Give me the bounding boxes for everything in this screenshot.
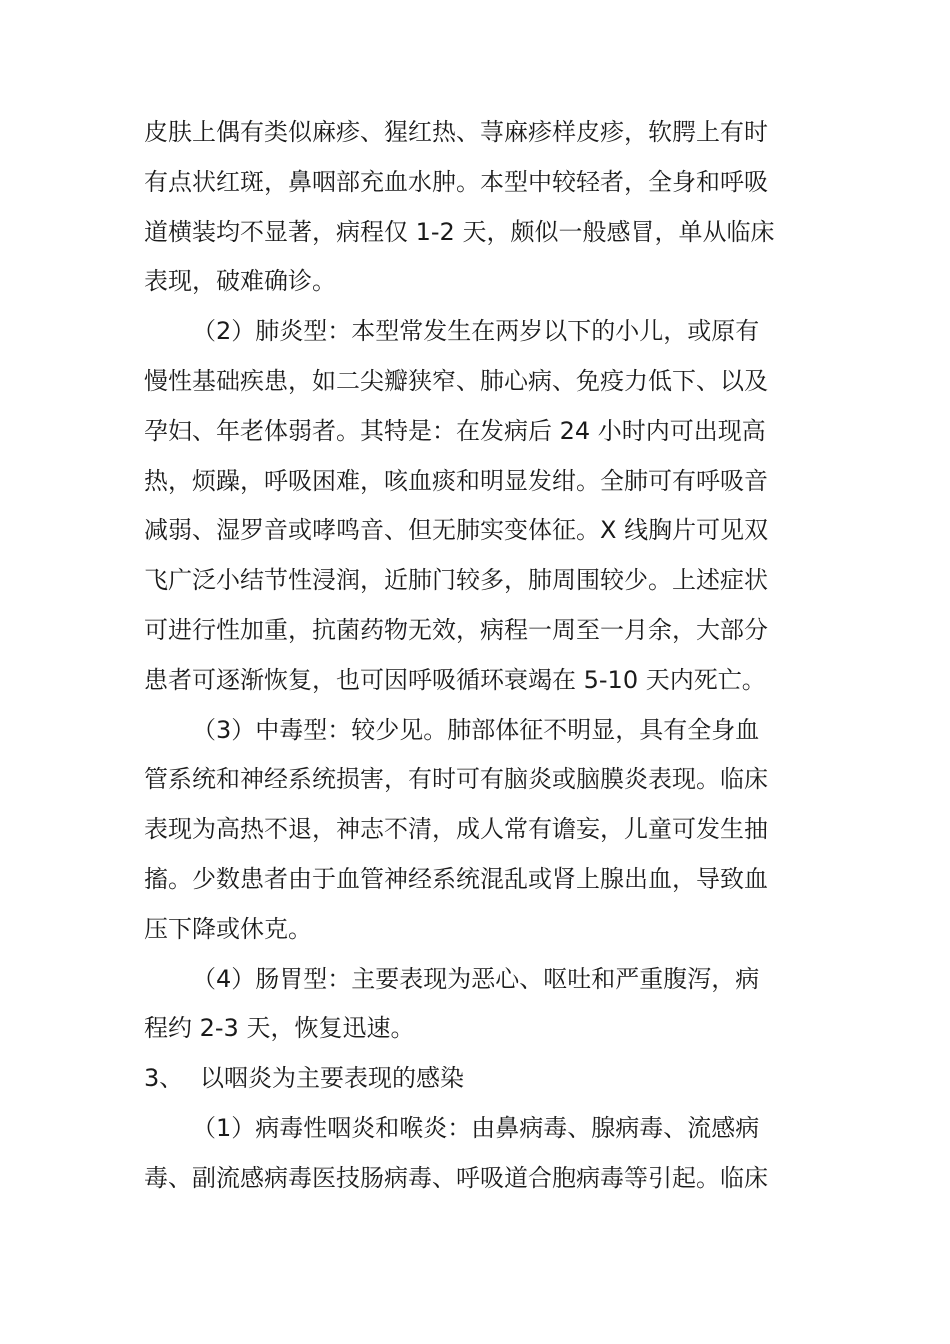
text-line-5: （2）肺炎型：本型常发生在两岁以下的小儿，或原有 — [192, 317, 760, 346]
text-line-22: 毒、副流感病毒医技肠病毒、呼吸道合胞病毒等引起。临床 — [144, 1163, 768, 1192]
text-line-18: （4）肠胃型：主要表现为恶心、呕吐和严重腹泻，病 — [192, 964, 760, 993]
text-line-17: 压下降或休克。 — [144, 914, 312, 943]
text-line-6: 慢性基础疾患，如二尖瓣狭窄、肺心病、免疫力低下、以及 — [144, 366, 768, 395]
text-line-8: 热，烦躁，呼吸困难，咳血痰和明显发绀。全肺可有呼吸音 — [144, 466, 768, 495]
text-line-19: 程约 2-3 天，恢复迅速。 — [144, 1014, 415, 1043]
body-text — [144, 108, 820, 1204]
text-line-14: 管系统和神经系统损害，有时可有脑炎或脑膜炎表现。临床 — [144, 765, 768, 794]
text-line-12: 患者可逐渐恢复，也可因呼吸循环衰竭在 5-10 天内死亡。 — [144, 665, 766, 694]
text-line-16: 搐。少数患者由于血管神经系统混乱或肾上腺出血，导致血 — [144, 864, 768, 893]
section-number: 3、 — [144, 1064, 184, 1093]
text-line-10: 飞广泛小结节性浸润，近肺门较多，肺周围较少。上述症状 — [144, 566, 768, 595]
text-line-2: 有点状红斑，鼻咽部充血水肿。本型中较轻者，全身和呼吸 — [144, 167, 768, 196]
text-line-3: 道横装均不显著，病程仅 1-2 天，颇似一般感冒，单从临床 — [144, 217, 775, 246]
text-line-21: （1）病毒性咽炎和喉炎：由鼻病毒、腺病毒、流感病 — [192, 1113, 760, 1142]
text-line-13: （3）中毒型：较少见。肺部体征不明显，具有全身血 — [192, 715, 760, 744]
text-line-1: 皮肤上偶有类似麻疹、猩红热、荨麻疹样皮疹，软腭上有时 — [144, 118, 768, 146]
text-line-11: 可进行性加重，抗菌药物无效，病程一周至一月余，大部分 — [144, 615, 768, 644]
text-line-7: 孕妇、年老体弱者。其特是：在发病后 24 小时内可出现高 — [144, 416, 766, 445]
section-heading — [144, 1054, 820, 1104]
section-title: 以咽炎为主要表现的感染 — [200, 1064, 464, 1093]
text-line-4: 表现，破难确诊。 — [144, 267, 336, 296]
text-line-15: 表现为高热不退，神志不清，成人常有谵妄，儿童可发生抽 — [144, 815, 768, 844]
text-line-9: 减弱、湿罗音或哮鸣音、但无肺实变体征。X 线胸片可见双 — [144, 516, 769, 545]
